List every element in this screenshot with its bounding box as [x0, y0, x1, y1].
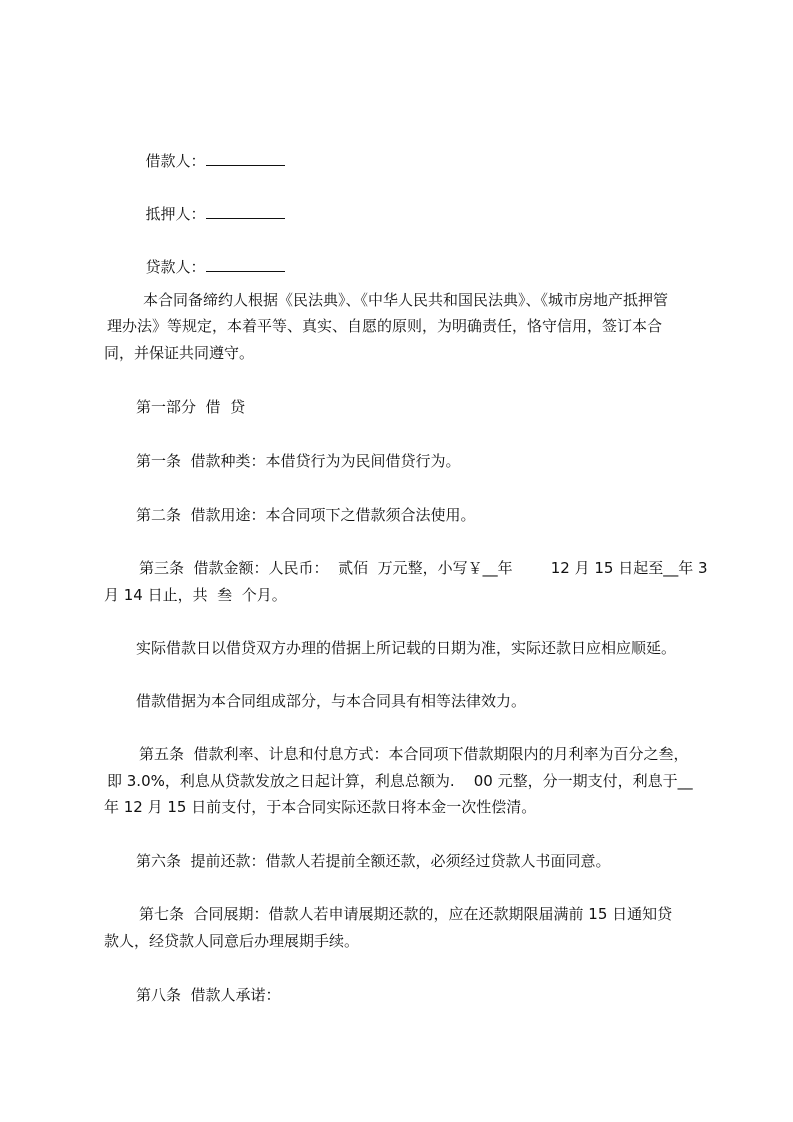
mortgagor-line [136, 184, 285, 223]
article-5-line-2: 即 3.0%，利息从贷款发放之日起计算，利息总额为. 00 元整，分一期支付，利息于__ [107, 772, 693, 790]
lender-label: 贷款人： [145, 258, 206, 276]
preamble-line-1: 本合同备缔约人根据《民法典》、《中华人民共和国民法典》、《城市房地产抵押管 [143, 291, 669, 309]
article-2: 第二条 借款用途：本合同项下之借款须合法使用。 [136, 506, 476, 524]
article-3-line-1: 第三条 借款金额：人民币： 贰佰 万元整，小写￥__年 12 月 15 日起至__年 3 [139, 559, 708, 577]
preamble-line-3: 同，并保证共同遵守。 [104, 344, 255, 362]
lender-line [136, 237, 285, 276]
borrower-line [136, 131, 285, 170]
mortgagor-label: 抵押人： [145, 205, 206, 223]
article-7-line-2: 款人，经贷款人同意后办理展期手续。 [104, 932, 360, 950]
borrower-label: 借款人： [145, 152, 206, 170]
article-5-line-3: 年 12 月 15 日前支付，于本合同实际还款日将本金一次性偿清。 [104, 798, 537, 816]
preamble-line-2: 理办法》等规定，本着平等、真实、自愿的原则，为明确责任，恪守信用，签订本合 [107, 317, 663, 335]
article-5-line-1: 第五条 借款利率、计息和付息方式：本合同项下借款期限内的月利率为百分之叁， [139, 745, 689, 763]
article-1: 第一条 借款种类：本借贷行为为民间借贷行为。 [136, 452, 461, 470]
article-6: 第六条 提前还款：借款人若提前全额还款，必须经过贷款人书面同意。 [136, 852, 611, 870]
actual-date-note: 实际借款日以借贷双方办理的借据上所记载的日期为准，实际还款日应相应顺延。 [136, 639, 677, 657]
article-8: 第八条 借款人承诺： [136, 986, 281, 1004]
lender-blank[interactable] [206, 257, 285, 272]
mortgagor-blank[interactable] [206, 204, 285, 219]
borrower-blank[interactable] [206, 151, 285, 166]
iou-note: 借款借据为本合同组成部分，与本合同具有相等法律效力。 [136, 692, 527, 710]
article-7-line-1: 第七条 合同展期：借款人若申请展期还款的，应在还款期限届满前 15 日通知贷 [139, 905, 673, 923]
article-3-line-2: 月 14 日止，共 叁 个月。 [104, 586, 287, 604]
part1-heading: 第一部分 借 贷 [136, 398, 246, 416]
